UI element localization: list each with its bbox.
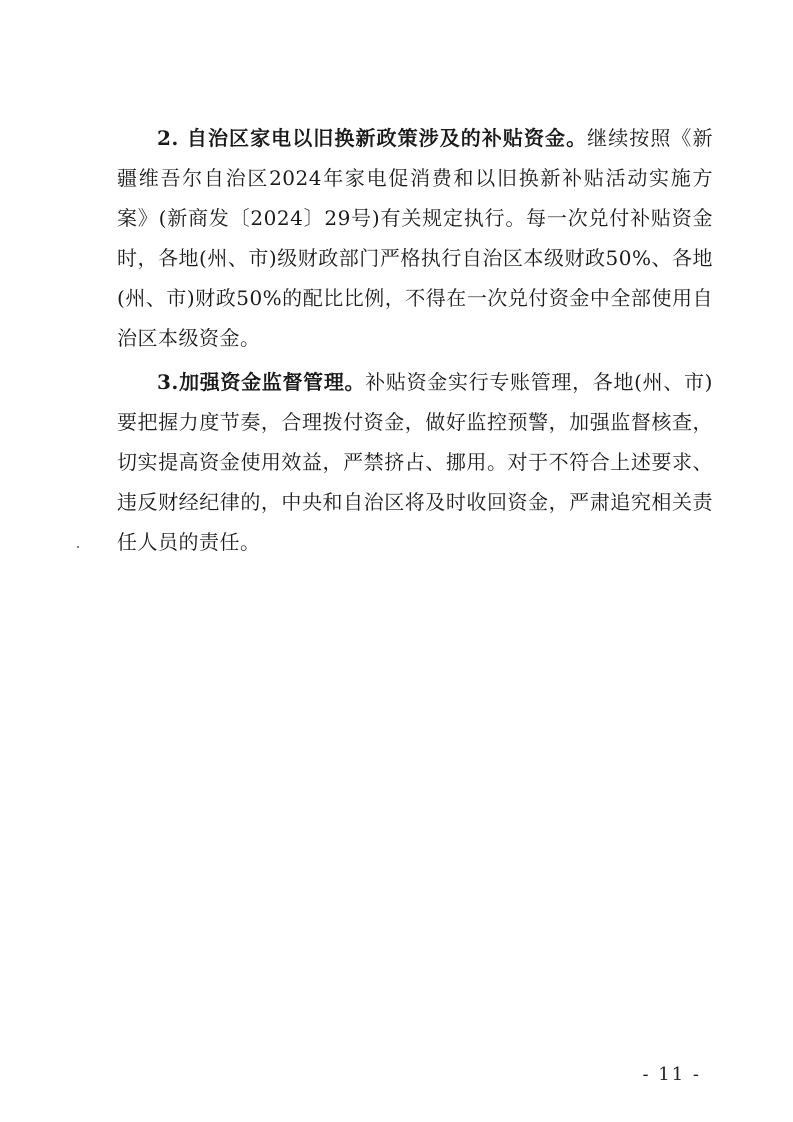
page-number: - 11 -: [642, 1064, 701, 1085]
body-text: [117, 118, 713, 566]
paragraph-3-heading: 3.加强资金监督管理。: [157, 370, 366, 394]
paragraph-3-body: 补贴资金实行专账管理，各地(州、市)要把握力度节奏，合理拨付资金，做好监控预警，加强监督核查，切实提高资金使用效益，严禁挤占、挪用。对于不符合上述要求、违反财经纪律的，中央和自治区将及时收回资金，严肃追究相关责任人员的责任。: [117, 370, 713, 554]
scan-speck: [77, 546, 79, 548]
paragraph-2-body: 继续按照《新疆维吾尔自治区2024年家电促消费和以旧换新补贴活动实施方案》(新商发〔2024〕29号)有关规定执行。每一次兑付补贴资金时，各地(州、市)级财政部门严格执行自治区本级财政50%、各地(州、市)财政50%的配比比例，不得在一次兑付资金中全部使用自治区本级资金。: [117, 126, 714, 350]
paragraph-2: [117, 118, 713, 358]
paragraph-2-heading: 2. 自治区家电以旧换新政策涉及的补贴资金。: [157, 126, 588, 150]
paragraph-3: [117, 362, 713, 562]
